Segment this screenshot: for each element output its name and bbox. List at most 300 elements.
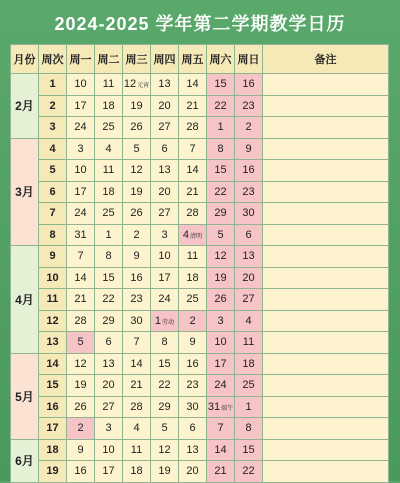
day-number: 13 [158, 164, 171, 177]
day-cell [123, 117, 151, 139]
week-row [11, 95, 389, 117]
day-number: 14 [186, 78, 199, 91]
day-cell [95, 138, 123, 160]
day-number: 31 [207, 400, 221, 413]
column-header: 周三 [123, 45, 151, 74]
day-cell [123, 418, 151, 440]
day-number: 21 [214, 465, 227, 478]
day-number: 3 [105, 422, 112, 435]
day-cell [207, 95, 235, 117]
day-number: 9 [133, 250, 140, 263]
day-number: 20 [242, 271, 255, 284]
day-cell [207, 74, 235, 96]
day-number: 27 [102, 400, 115, 413]
column-header: 周二 [95, 45, 123, 74]
day-cell [207, 160, 235, 182]
day-cell [179, 310, 207, 332]
day-number: 27 [242, 293, 255, 306]
day-cell [67, 439, 95, 461]
calendar-title: 2024-2025 学年第二学期教学日历 [54, 14, 346, 34]
day-cell [179, 375, 207, 397]
day-cell [67, 181, 95, 203]
day-number: 3 [161, 228, 168, 241]
day-number: 30 [242, 207, 255, 220]
day-number: 20 [158, 185, 171, 198]
day-number: 23 [186, 379, 199, 392]
note-cell [263, 117, 389, 139]
week-row [11, 439, 389, 461]
day-number: 27 [158, 207, 171, 220]
day-number: 13 [186, 443, 199, 456]
day-number: 17 [214, 357, 227, 370]
day-cell [123, 289, 151, 311]
day-cell [179, 332, 207, 354]
day-number: 29 [102, 314, 115, 327]
week-number: 10 [39, 267, 67, 289]
day-cell [123, 181, 151, 203]
day-number: 19 [130, 99, 143, 112]
day-cell [67, 418, 95, 440]
day-cell [123, 95, 151, 117]
day-number: 1 [154, 314, 162, 327]
day-number: 7 [133, 336, 140, 349]
day-cell [95, 310, 123, 332]
column-header: 周四 [151, 45, 179, 74]
day-cell [235, 160, 263, 182]
day-number: 11 [186, 250, 199, 263]
week-row [11, 138, 389, 160]
day-number: 2 [77, 422, 84, 435]
day-cell [95, 332, 123, 354]
day-cell [123, 246, 151, 268]
week-number: 9 [39, 246, 67, 268]
day-number: 14 [130, 357, 143, 370]
day-number: 21 [186, 185, 199, 198]
day-number: 17 [158, 271, 171, 284]
day-number: 30 [186, 400, 199, 413]
day-cell [207, 246, 235, 268]
day-number: 12 [123, 78, 137, 91]
day-number: 12 [214, 250, 227, 263]
day-number: 12 [130, 164, 143, 177]
day-cell [67, 95, 95, 117]
day-cell [67, 310, 95, 332]
day-cell [235, 138, 263, 160]
day-number: 2 [189, 314, 196, 327]
day-number: 2 [245, 121, 252, 134]
day-number: 10 [214, 336, 227, 349]
month-label: 2月 [11, 74, 39, 139]
week-row [11, 224, 389, 246]
day-number: 22 [214, 99, 227, 112]
day-number: 10 [74, 78, 87, 91]
day-cell [207, 181, 235, 203]
day-number: 18 [186, 271, 199, 284]
day-number: 25 [242, 379, 255, 392]
day-cell [67, 246, 95, 268]
day-number: 16 [74, 465, 87, 478]
day-number: 15 [242, 443, 255, 456]
week-number: 14 [39, 353, 67, 375]
day-cell [235, 310, 263, 332]
week-number: 15 [39, 375, 67, 397]
week-row [11, 117, 389, 139]
day-cell [151, 418, 179, 440]
day-number: 26 [74, 400, 87, 413]
day-cell [207, 375, 235, 397]
day-number: 4 [105, 142, 112, 155]
note-cell [263, 461, 389, 483]
day-cell [123, 74, 151, 96]
holiday-tag: 劳动 [162, 319, 175, 326]
day-number: 31 [74, 228, 87, 241]
day-number: 23 [130, 293, 143, 306]
day-cell [151, 74, 179, 96]
day-cell [151, 353, 179, 375]
month-label: 4月 [11, 246, 39, 354]
day-number: 24 [74, 121, 87, 134]
note-cell [263, 95, 389, 117]
day-cell [95, 418, 123, 440]
day-number: 7 [217, 422, 224, 435]
day-cell [179, 246, 207, 268]
day-cell [235, 246, 263, 268]
day-cell [95, 203, 123, 225]
day-cell [95, 439, 123, 461]
note-cell [263, 224, 389, 246]
day-cell [67, 203, 95, 225]
day-number: 17 [74, 185, 87, 198]
day-cell [179, 224, 207, 246]
day-number: 4 [245, 314, 252, 327]
day-cell [151, 117, 179, 139]
day-cell [67, 267, 95, 289]
day-number: 14 [74, 271, 87, 284]
day-cell [235, 418, 263, 440]
day-cell [207, 332, 235, 354]
day-cell [95, 246, 123, 268]
day-cell [151, 203, 179, 225]
holiday-tag: 端午 [221, 405, 234, 412]
day-cell [179, 74, 207, 96]
day-cell [179, 461, 207, 483]
day-number: 16 [242, 78, 255, 91]
day-number: 29 [214, 207, 227, 220]
day-cell [179, 203, 207, 225]
day-number: 14 [186, 164, 199, 177]
day-number: 7 [189, 142, 196, 155]
note-cell [263, 332, 389, 354]
week-row [11, 418, 389, 440]
day-cell [67, 289, 95, 311]
day-number: 24 [158, 293, 171, 306]
day-number: 6 [245, 228, 252, 241]
day-number: 7 [77, 250, 84, 263]
day-cell [235, 267, 263, 289]
day-number: 30 [130, 314, 143, 327]
week-row [11, 289, 389, 311]
teaching-calendar-table [10, 44, 389, 483]
day-number: 18 [242, 357, 255, 370]
day-cell [151, 289, 179, 311]
day-cell [235, 289, 263, 311]
day-cell [123, 203, 151, 225]
day-number: 26 [130, 121, 143, 134]
day-number: 5 [217, 228, 224, 241]
day-number: 17 [74, 99, 87, 112]
day-cell [235, 203, 263, 225]
note-cell [263, 267, 389, 289]
day-cell [207, 461, 235, 483]
day-number: 12 [74, 357, 87, 370]
note-cell [263, 289, 389, 311]
day-number: 15 [102, 271, 115, 284]
day-number: 22 [242, 465, 255, 478]
day-cell [207, 224, 235, 246]
day-number: 28 [74, 314, 87, 327]
day-cell [67, 396, 95, 418]
day-number: 19 [74, 379, 87, 392]
day-cell [151, 224, 179, 246]
day-cell [67, 332, 95, 354]
week-row [11, 353, 389, 375]
day-cell [151, 461, 179, 483]
week-number: 11 [39, 289, 67, 311]
day-cell [95, 181, 123, 203]
day-cell [123, 310, 151, 332]
day-cell [235, 181, 263, 203]
day-number: 19 [214, 271, 227, 284]
day-cell [123, 375, 151, 397]
week-number: 13 [39, 332, 67, 354]
day-number: 19 [130, 185, 143, 198]
day-cell [179, 289, 207, 311]
day-cell [207, 138, 235, 160]
day-cell [179, 439, 207, 461]
day-number: 12 [158, 443, 171, 456]
day-number: 11 [102, 78, 115, 91]
note-cell [263, 74, 389, 96]
day-cell [95, 95, 123, 117]
day-cell [123, 267, 151, 289]
day-cell [95, 267, 123, 289]
day-number: 1 [105, 228, 112, 241]
note-cell [263, 439, 389, 461]
day-number: 20 [158, 99, 171, 112]
day-number: 6 [189, 422, 196, 435]
day-number: 25 [186, 293, 199, 306]
day-cell [151, 95, 179, 117]
day-number: 28 [130, 400, 143, 413]
day-cell [179, 267, 207, 289]
column-header: 周六 [207, 45, 235, 74]
day-cell [179, 181, 207, 203]
week-row [11, 246, 389, 268]
week-number: 6 [39, 181, 67, 203]
day-cell [123, 224, 151, 246]
day-number: 15 [158, 357, 171, 370]
day-cell [235, 95, 263, 117]
day-number: 10 [102, 443, 115, 456]
day-cell [151, 375, 179, 397]
day-cell [151, 246, 179, 268]
day-number: 2 [133, 228, 140, 241]
day-number: 11 [130, 443, 143, 456]
day-cell [151, 396, 179, 418]
day-number: 11 [102, 164, 115, 177]
day-number: 22 [214, 185, 227, 198]
day-number: 6 [105, 336, 112, 349]
day-number: 9 [189, 336, 196, 349]
note-cell [263, 396, 389, 418]
day-number: 25 [102, 207, 115, 220]
day-cell [207, 353, 235, 375]
day-cell [95, 375, 123, 397]
day-cell [235, 461, 263, 483]
day-number: 13 [102, 357, 115, 370]
day-cell [123, 160, 151, 182]
week-number: 17 [39, 418, 67, 440]
week-row [11, 203, 389, 225]
day-cell [235, 224, 263, 246]
day-number: 3 [217, 314, 224, 327]
day-cell [235, 375, 263, 397]
day-cell [207, 418, 235, 440]
week-number: 2 [39, 95, 67, 117]
week-number: 18 [39, 439, 67, 461]
week-row [11, 375, 389, 397]
day-cell [179, 117, 207, 139]
header-row [11, 45, 389, 74]
day-number: 5 [161, 422, 168, 435]
day-number: 16 [186, 357, 199, 370]
month-label: 6月 [11, 439, 39, 482]
day-cell [123, 332, 151, 354]
day-number: 26 [130, 207, 143, 220]
day-number: 26 [214, 293, 227, 306]
day-number: 25 [102, 121, 115, 134]
week-number: 19 [39, 461, 67, 483]
day-number: 10 [74, 164, 87, 177]
holiday-tag: 元宵 [137, 83, 150, 90]
column-header: 备注 [263, 45, 389, 74]
week-row [11, 461, 389, 483]
day-number: 21 [186, 99, 199, 112]
day-number: 8 [161, 336, 168, 349]
day-cell [207, 310, 235, 332]
day-cell [151, 267, 179, 289]
day-number: 24 [74, 207, 87, 220]
day-number: 17 [102, 465, 115, 478]
note-cell [263, 181, 389, 203]
day-number: 21 [130, 379, 143, 392]
day-number: 4 [182, 228, 190, 241]
day-number: 16 [242, 164, 255, 177]
day-number: 9 [245, 142, 252, 155]
day-number: 22 [158, 379, 171, 392]
day-cell [67, 375, 95, 397]
note-cell [263, 138, 389, 160]
day-cell [67, 138, 95, 160]
day-cell [123, 461, 151, 483]
month-label: 3月 [11, 138, 39, 246]
day-cell [179, 396, 207, 418]
day-number: 8 [245, 422, 252, 435]
column-header: 月份 [11, 45, 39, 74]
day-cell [235, 117, 263, 139]
day-number: 28 [186, 121, 199, 134]
day-cell [179, 353, 207, 375]
day-cell [179, 95, 207, 117]
note-cell [263, 203, 389, 225]
day-number: 23 [242, 99, 255, 112]
day-number: 23 [242, 185, 255, 198]
day-number: 1 [245, 400, 252, 413]
day-number: 28 [186, 207, 199, 220]
day-cell [207, 439, 235, 461]
day-cell [207, 117, 235, 139]
note-cell [263, 246, 389, 268]
day-number: 9 [77, 443, 84, 456]
week-number: 4 [39, 138, 67, 160]
day-cell [151, 439, 179, 461]
day-cell [67, 353, 95, 375]
day-cell [95, 396, 123, 418]
day-cell [207, 203, 235, 225]
day-cell [123, 353, 151, 375]
day-cell [123, 439, 151, 461]
note-cell [263, 310, 389, 332]
day-number: 29 [158, 400, 171, 413]
day-number: 24 [214, 379, 227, 392]
day-number: 18 [130, 465, 143, 478]
day-number: 27 [158, 121, 171, 134]
day-cell [235, 439, 263, 461]
day-cell [207, 289, 235, 311]
day-cell [95, 160, 123, 182]
day-cell [179, 138, 207, 160]
week-row [11, 396, 389, 418]
column-header: 周五 [179, 45, 207, 74]
week-number: 5 [39, 160, 67, 182]
day-cell [67, 74, 95, 96]
note-cell [263, 375, 389, 397]
day-cell [67, 461, 95, 483]
day-number: 1 [217, 121, 224, 134]
day-cell [95, 224, 123, 246]
day-cell [151, 332, 179, 354]
note-cell [263, 418, 389, 440]
week-number: 7 [39, 203, 67, 225]
day-number: 21 [74, 293, 87, 306]
day-cell [235, 74, 263, 96]
day-cell [235, 332, 263, 354]
day-number: 16 [130, 271, 143, 284]
day-number: 3 [77, 142, 84, 155]
column-header: 周日 [235, 45, 263, 74]
day-number: 11 [242, 336, 255, 349]
day-number: 5 [133, 142, 140, 155]
day-cell [179, 160, 207, 182]
week-row [11, 181, 389, 203]
week-number: 1 [39, 74, 67, 96]
day-cell [95, 289, 123, 311]
week-row [11, 310, 389, 332]
day-cell [123, 138, 151, 160]
day-number: 14 [214, 443, 227, 456]
week-number: 3 [39, 117, 67, 139]
column-header: 周一 [67, 45, 95, 74]
